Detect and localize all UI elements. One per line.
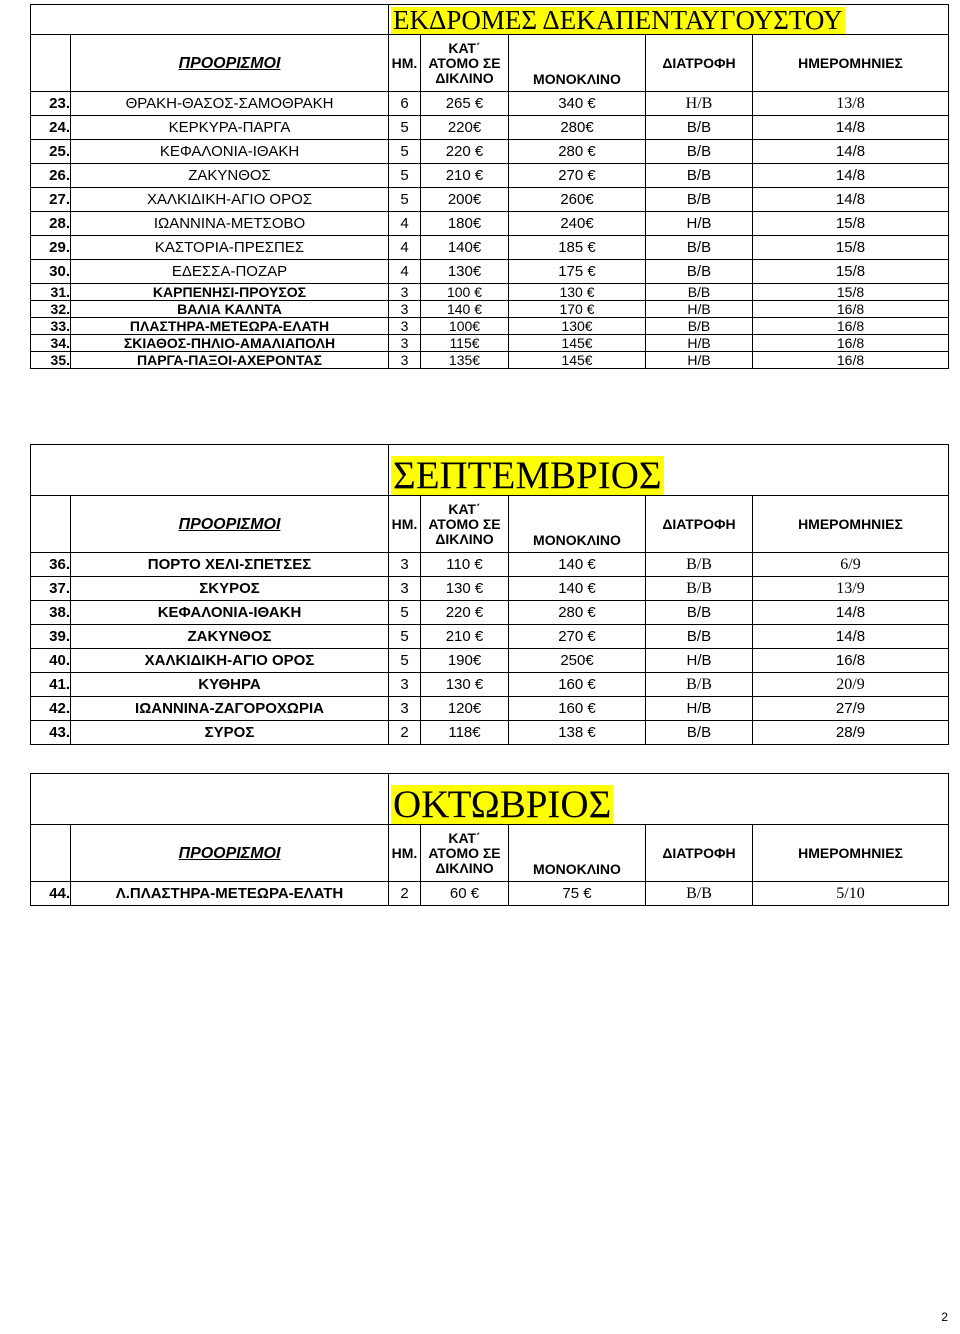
price-double: 180€ [421,212,509,236]
page-number: 2 [941,1310,948,1324]
days: 5 [389,164,421,188]
board-type: Η/Β [646,301,753,318]
header-destinations: ΠΡΟΟΡΙΣΜΟΙ [71,35,389,92]
destination: ΧΑΛΚΙΔΙΚΗ-ΑΓΙΟ ΟΡΟΣ [71,649,389,673]
table-row [31,212,949,236]
price-single: 270 € [509,164,646,188]
price-double: 100 € [421,284,509,301]
row-number: 26. [31,164,71,188]
days: 2 [389,721,421,745]
days: 5 [389,601,421,625]
destination: ΚΕΦΑΛΟΝΙΑ-ΙΘΑΚΗ [71,601,389,625]
row-number: 38. [31,601,71,625]
departure-date: 14/8 [753,116,949,140]
days: 3 [389,697,421,721]
departure-date: 6/9 [753,553,949,577]
price-single: 280€ [509,116,646,140]
header-price-double: ΚΑΤ΄ ΑΤΟΜΟ ΣΕ ΔΙΚΛΙΝΟ [421,496,509,553]
price-single: 145€ [509,335,646,352]
table-row [31,697,949,721]
table-row [31,318,949,335]
destination: ΣΚΙΑΘΟΣ-ΠΗΛΙΟ-ΑΜΑΛΙΑΠΟΛΗ [71,335,389,352]
price-single: 130 € [509,284,646,301]
table-row [31,553,949,577]
header-row [31,496,949,553]
price-single: 170 € [509,301,646,318]
price-single: 280 € [509,140,646,164]
section-title: ΕΚΔΡΟΜΕΣ ΔΕΚΑΠΕΝΤΑΥΓΟΥΣΤΟΥ [393,5,843,35]
price-double: 210 € [421,625,509,649]
days: 3 [389,301,421,318]
table-row [31,164,949,188]
board-type: Β/Β [646,236,753,260]
row-number: 23. [31,92,71,116]
departure-date: 16/8 [753,649,949,673]
departure-date: 15/8 [753,284,949,301]
price-single: 270 € [509,625,646,649]
row-number: 43. [31,721,71,745]
days: 3 [389,318,421,335]
row-number: 37. [31,577,71,601]
board-type: Β/Β [646,284,753,301]
price-single: 160 € [509,673,646,697]
board-type: Β/Β [646,553,753,577]
header-row [31,35,949,92]
price-double: 130€ [421,260,509,284]
price-double: 100€ [421,318,509,335]
departure-date: 16/8 [753,335,949,352]
departure-date: 16/8 [753,352,949,369]
row-number: 35. [31,352,71,369]
row-number: 29. [31,236,71,260]
destination: ΣΥΡΟΣ [71,721,389,745]
price-single: 138 € [509,721,646,745]
price-double: 210 € [421,164,509,188]
price-single: 140 € [509,553,646,577]
price-double: 220€ [421,116,509,140]
destination: ΖΑΚΥΝΘΟΣ [71,625,389,649]
board-type: Β/Β [646,164,753,188]
header-destinations: ΠΡΟΟΡΙΣΜΟΙ [71,496,389,553]
price-double: 140€ [421,236,509,260]
row-number: 34. [31,335,71,352]
header-board: ΔΙΑΤΡΟΦΗ [646,825,753,882]
price-double: 130 € [421,577,509,601]
row-number: 36. [31,553,71,577]
header-blank [31,825,71,882]
price-double: 220 € [421,140,509,164]
row-number: 31. [31,284,71,301]
price-double: 135€ [421,352,509,369]
header-price-single: ΜΟΝΟΚΛΙΝΟ [509,35,646,92]
header-price-double: ΚΑΤ΄ ΑΤΟΜΟ ΣΕ ΔΙΚΛΙΝΟ [421,825,509,882]
departure-date: 28/9 [753,721,949,745]
departure-date: 15/8 [753,212,949,236]
departure-date: 14/8 [753,601,949,625]
days: 3 [389,553,421,577]
table-row [31,335,949,352]
price-single: 280 € [509,601,646,625]
table-row [31,577,949,601]
row-number: 32. [31,301,71,318]
days: 5 [389,116,421,140]
destination: ΕΔΕΣΣΑ-ΠΟΖΑΡ [71,260,389,284]
price-single: 250€ [509,649,646,673]
days: 4 [389,236,421,260]
row-number: 44. [31,882,71,906]
destination: ΚΕΡΚΥΡΑ-ΠΑΡΓΑ [71,116,389,140]
price-double: 118€ [421,721,509,745]
trips-table [30,773,949,906]
destination: ΠΑΡΓΑ-ΠΑΞΟΙ-ΑΧΕΡΟΝΤΑΣ [71,352,389,369]
destination: ΚΑΡΠΕΝΗΣΙ-ΠΡΟΥΣΟΣ [71,284,389,301]
departure-date: 15/8 [753,260,949,284]
departure-date: 14/8 [753,625,949,649]
table-row [31,649,949,673]
price-single: 140 € [509,577,646,601]
row-number: 40. [31,649,71,673]
destination: ΠΛΑΣΤΗΡΑ-ΜΕΤΕΩΡΑ-ΕΛΑΤΗ [71,318,389,335]
header-board: ΔΙΑΤΡΟΦΗ [646,496,753,553]
board-type: Β/Β [646,601,753,625]
board-type: Β/Β [646,882,753,906]
table-row [31,601,949,625]
price-double: 200€ [421,188,509,212]
table-row [31,625,949,649]
table-row [31,140,949,164]
section-october [30,773,948,906]
header-price-single: ΜΟΝΟΚΛΙΝΟ [509,825,646,882]
header-dates: ΗΜΕΡΟΜΗΝΙΕΣ [753,496,949,553]
destination: ΣΚΥΡΟΣ [71,577,389,601]
days: 4 [389,260,421,284]
destination: ΒΑΛΙΑ ΚΑΛΝΤΑ [71,301,389,318]
header-price-double: ΚΑΤ΄ ΑΤΟΜΟ ΣΕ ΔΙΚΛΙΝΟ [421,35,509,92]
board-type: Η/Β [646,697,753,721]
price-single: 185 € [509,236,646,260]
table-row [31,352,949,369]
board-type: Β/Β [646,140,753,164]
board-type: Β/Β [646,577,753,601]
destination: ΘΡΑΚΗ-ΘΑΣΟΣ-ΣΑΜΟΘΡΑΚΗ [71,92,389,116]
price-double: 60 € [421,882,509,906]
price-double: 190€ [421,649,509,673]
departure-date: 27/9 [753,697,949,721]
board-type: Η/Β [646,335,753,352]
table-row [31,301,949,318]
trips-table [30,444,949,745]
table-row [31,92,949,116]
row-number: 33. [31,318,71,335]
days: 5 [389,140,421,164]
table-row [31,260,949,284]
row-number: 25. [31,140,71,164]
table-row [31,882,949,906]
price-double: 265 € [421,92,509,116]
destination: ΙΩΑΝΝΙΝΑ-ΜΕΤΣΟΒΟ [71,212,389,236]
row-number: 30. [31,260,71,284]
days: 3 [389,577,421,601]
table-row [31,188,949,212]
departure-date: 13/9 [753,577,949,601]
header-board: ΔΙΑΤΡΟΦΗ [646,35,753,92]
header-dates: ΗΜΕΡΟΜΗΝΙΕΣ [753,35,949,92]
days: 3 [389,284,421,301]
price-single: 160 € [509,697,646,721]
departure-date: 20/9 [753,673,949,697]
row-number: 27. [31,188,71,212]
price-double: 110 € [421,553,509,577]
section-september [30,444,948,745]
table-row [31,116,949,140]
header-blank [31,35,71,92]
days: 3 [389,352,421,369]
destination: ΠΟΡΤΟ ΧΕΛΙ-ΣΠΕΤΣΕΣ [71,553,389,577]
destination: ΙΩΑΝΝΙΝΑ-ΖΑΓΟΡΟΧΩΡΙΑ [71,697,389,721]
table-row [31,284,949,301]
departure-date: 16/8 [753,301,949,318]
row-number: 24. [31,116,71,140]
row-number: 41. [31,673,71,697]
days: 5 [389,625,421,649]
price-single: 130€ [509,318,646,335]
price-single: 75 € [509,882,646,906]
board-type: Β/Β [646,673,753,697]
row-number: 42. [31,697,71,721]
board-type: Β/Β [646,625,753,649]
days: 2 [389,882,421,906]
board-type: Β/Β [646,260,753,284]
departure-date: 14/8 [753,164,949,188]
board-type: Β/Β [646,721,753,745]
destination: ΖΑΚΥΝΘΟΣ [71,164,389,188]
price-double: 115€ [421,335,509,352]
destination: ΧΑΛΚΙΔΙΚΗ-ΑΓΙΟ ΟΡΟΣ [71,188,389,212]
days: 3 [389,673,421,697]
header-row [31,825,949,882]
header-days: ΗΜ. [389,825,421,882]
price-single: 240€ [509,212,646,236]
price-double: 130 € [421,673,509,697]
days: 5 [389,188,421,212]
board-type: Β/Β [646,116,753,140]
section-title: ΟΚΤΩΒΡΙΟΣ [393,783,612,825]
days: 4 [389,212,421,236]
price-single: 175 € [509,260,646,284]
section-title: ΣΕΠΤΕΜΒΡΙΟΣ [393,454,662,496]
header-blank [31,496,71,553]
price-single: 145€ [509,352,646,369]
days: 3 [389,335,421,352]
header-dates: ΗΜΕΡΟΜΗΝΙΕΣ [753,825,949,882]
price-single: 340 € [509,92,646,116]
departure-date: 14/8 [753,140,949,164]
board-type: Η/Β [646,212,753,236]
board-type: Η/Β [646,649,753,673]
departure-date: 15/8 [753,236,949,260]
board-type: Η/Β [646,352,753,369]
board-type: Β/Β [646,318,753,335]
departure-date: 5/10 [753,882,949,906]
destination: ΚΕΦΑΛΟΝΙΑ-ΙΘΑΚΗ [71,140,389,164]
price-double: 120€ [421,697,509,721]
header-days: ΗΜ. [389,496,421,553]
price-double: 140 € [421,301,509,318]
destination: Λ.ΠΛΑΣΤΗΡΑ-ΜΕΤΕΩΡΑ-ΕΛΑΤΗ [71,882,389,906]
trips-table [30,4,949,369]
table-row [31,236,949,260]
destination: ΚΑΣΤΟΡΙΑ-ΠΡΕΣΠΕΣ [71,236,389,260]
section-august [30,4,948,369]
destination: ΚΥΘΗΡΑ [71,673,389,697]
row-number: 39. [31,625,71,649]
table-row [31,673,949,697]
days: 5 [389,649,421,673]
price-single: 260€ [509,188,646,212]
departure-date: 16/8 [753,318,949,335]
header-days: ΗΜ. [389,35,421,92]
header-destinations: ΠΡΟΟΡΙΣΜΟΙ [71,825,389,882]
header-price-single: ΜΟΝΟΚΛΙΝΟ [509,496,646,553]
price-double: 220 € [421,601,509,625]
departure-date: 13/8 [753,92,949,116]
table-row [31,721,949,745]
board-type: Β/Β [646,188,753,212]
row-number: 28. [31,212,71,236]
days: 6 [389,92,421,116]
board-type: Η/Β [646,92,753,116]
departure-date: 14/8 [753,188,949,212]
